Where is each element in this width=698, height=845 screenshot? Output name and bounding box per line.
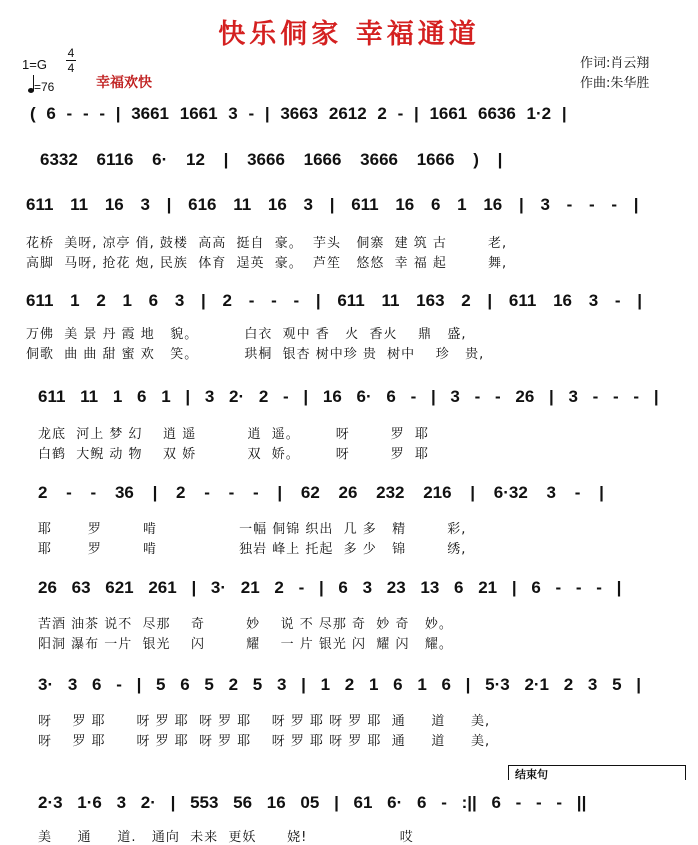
- time-signature: [66, 46, 76, 75]
- ending-bracket: 结束句: [508, 765, 686, 780]
- lyrics-verse-1: 耶 罗 啃 一幅 侗锦 织出 几 多 精 彩,: [38, 522, 467, 537]
- notation: 3· 3 6 - | 5 6 5 2 5 3 | 1 2 1 6 1 6 | 5·3 2·1 2 3 5 |: [38, 675, 642, 694]
- notation: 2 - - 36 | 2 - - - | 62 26 232 216 | 6·32 3 - |: [38, 483, 604, 502]
- lyrics-verse-1: 苦酒 油茶 说不 尽那 奇 妙 说 不 尽那 奇 妙 奇 妙。: [38, 617, 453, 632]
- lyrics-verse-1: 花桥 美呀, 凉亭 俏, 鼓楼 高高 挺自 豪。 芋头 侗寨 建 筑 古 老,: [26, 236, 508, 251]
- notation: 2·3 1·6 3 2· | 553 56 16 05 | 61 6· 6 - :|| 6 - - - ||: [38, 793, 587, 812]
- song-title: 快乐侗家 幸福通道: [218, 19, 480, 50]
- notation: 6332 6116 6· 12 | 3666 1666 3666 1666 ) |: [40, 150, 503, 169]
- lyrics-verse-2: 侗歌 曲 曲 甜 蜜 欢 笑。 珙桐 银杏 树中珍 贵 树中 珍 贵,: [26, 347, 485, 362]
- notation: 26 63 621 261 | 3· 21 2 - | 6 3 23 13 6 21 | 6 - - - |: [38, 578, 622, 597]
- credits: [580, 54, 649, 94]
- tempo-value: =76: [34, 80, 55, 94]
- lyrics-verse-2: 阳洞 瀑布 一片 银光 闪 耀 一 片 银光 闪 耀 闪 耀。: [38, 637, 453, 652]
- quarter-note-icon: [28, 88, 34, 93]
- key-signature: 1=G: [22, 57, 47, 72]
- lyrics-verse-1: 呀 罗 耶 呀 罗 耶 呀 罗 耶 呀 罗 耶 呀 罗 耶 通 道 美,: [38, 714, 491, 729]
- notation: ( 6 - - - | 3661 1661 3 - | 3663 2612 2 - | 1661 6636 1·2 |: [30, 104, 567, 123]
- composer: 作曲:朱华胜: [580, 76, 650, 91]
- notation: 611 11 1 6 1 | 3 2· 2 - | 16 6· 6 - | 3 - - 26 | 3 - - - |: [38, 387, 659, 406]
- lyrics-verse-2: 白鹤 大鲵 动 物 双 娇 双 娇。 呀 罗 耶: [38, 447, 430, 462]
- lyrics-verse-1: 龙底 河上 梦 幻 逍 遥 逍 遥。 呀 罗 耶: [38, 427, 430, 442]
- time-signature-top: 4: [67, 46, 75, 60]
- lyrics-verse-2: 高脚 马呀, 抢花 炮, 民族 体育 逞英 豪。 芦笙 悠悠 幸 福 起 舞,: [26, 256, 508, 271]
- lyrics-verse-2: 呀 罗 耶 呀 罗 耶 呀 罗 耶 呀 罗 耶 呀 罗 耶 通 道 美,: [38, 734, 491, 749]
- lyrics-verse-2: 耶 罗 啃 独岩 峰上 托起 多 少 锦 绣,: [38, 542, 467, 557]
- mood-marking: 幸福欢快: [96, 75, 152, 91]
- notation: 611 11 16 3 | 616 11 16 3 | 611 16 6 1 16 | 3 - - - |: [26, 195, 639, 214]
- notation: 611 1 2 1 6 3 | 2 - - - | 611 11 163 2 | 611 16 3 - |: [26, 291, 643, 310]
- lyrics-verse-1: 美 通 道. 通向 未来 更妖 娆! 哎: [38, 830, 414, 845]
- lyricist: 作词:肖云翔: [580, 56, 650, 71]
- time-signature-bottom: 4: [67, 61, 75, 75]
- lyrics-verse-1: 万佛 美 景 丹 霞 地 貌。 白衣 观中 香 火 香火 鼎 盛,: [26, 327, 467, 342]
- tempo-marking: [28, 80, 54, 94]
